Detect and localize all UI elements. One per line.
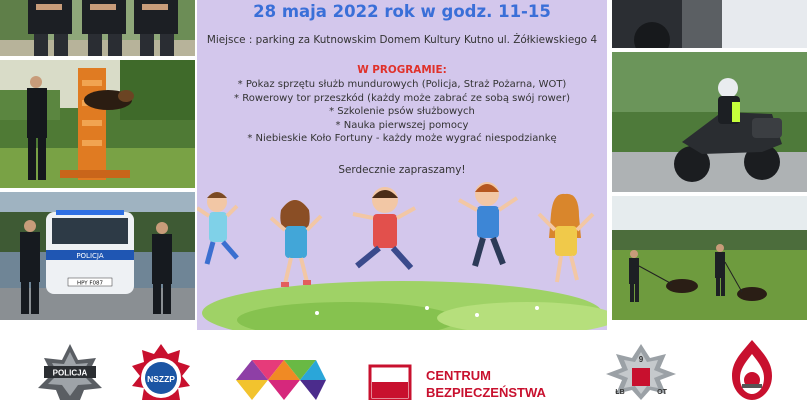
event-date: 28 maja 2022 rok w godz. 11-15	[253, 2, 551, 21]
program-item: * Rowerowy tor przeszkód (każdy może zabrać ze sobą swój rower)	[234, 92, 570, 104]
photo-dogs-field	[612, 196, 807, 320]
colorful-pattern-logo	[236, 360, 326, 400]
program-item: * Nauka pierwszej pomocy	[335, 119, 469, 131]
centrum-line2: BEZPIECZEŃSTWA	[426, 385, 546, 400]
partner-logos	[0, 330, 807, 400]
fire-brigade-logo	[712, 340, 792, 400]
program-item: * Pokaz sprzętu służb mundurowych (Policja, Straż Pożarna, WOT)	[237, 79, 567, 90]
nszzp-logo	[122, 344, 200, 400]
event-poster	[197, 0, 607, 330]
centrum-bezpieczenstwa-logo	[368, 360, 568, 400]
photo-officers-top	[0, 0, 195, 56]
van-text: POLICJA	[76, 252, 104, 260]
plate-text: HPY F087	[76, 280, 104, 287]
program-title: W PROGRAMIE:	[357, 64, 447, 76]
program-item: * Niebieskie Koło Fortuny - każdy może wygrać niespodziankę	[247, 133, 557, 145]
program-item: * Szkolenie psów służbowych	[329, 106, 475, 118]
photo-police-van	[0, 192, 195, 320]
nszzp-logo-text: NSZZP	[147, 374, 175, 384]
program-list	[197, 78, 607, 146]
policja-logo-text: POLICJA	[52, 368, 88, 378]
photo-dog-jump	[0, 60, 195, 188]
centrum-line1: CENTRUM	[426, 368, 491, 383]
photo-car-top	[612, 0, 807, 48]
invite-text: Serdecznie zapraszamy!	[338, 164, 466, 176]
wot-right: OT	[657, 389, 667, 396]
event-place: Miejsce : parking za Kutnowskim Domem Kultury Kutno ul. Żółkiewskiego 4	[206, 34, 598, 46]
wot-number: 9	[638, 355, 644, 364]
wot-left: ŁB	[615, 389, 625, 396]
policja-star-logo	[30, 344, 110, 400]
jumping-kids-illustration	[197, 168, 607, 330]
wot-logo	[598, 344, 684, 400]
photo-motorcycle	[612, 52, 807, 192]
